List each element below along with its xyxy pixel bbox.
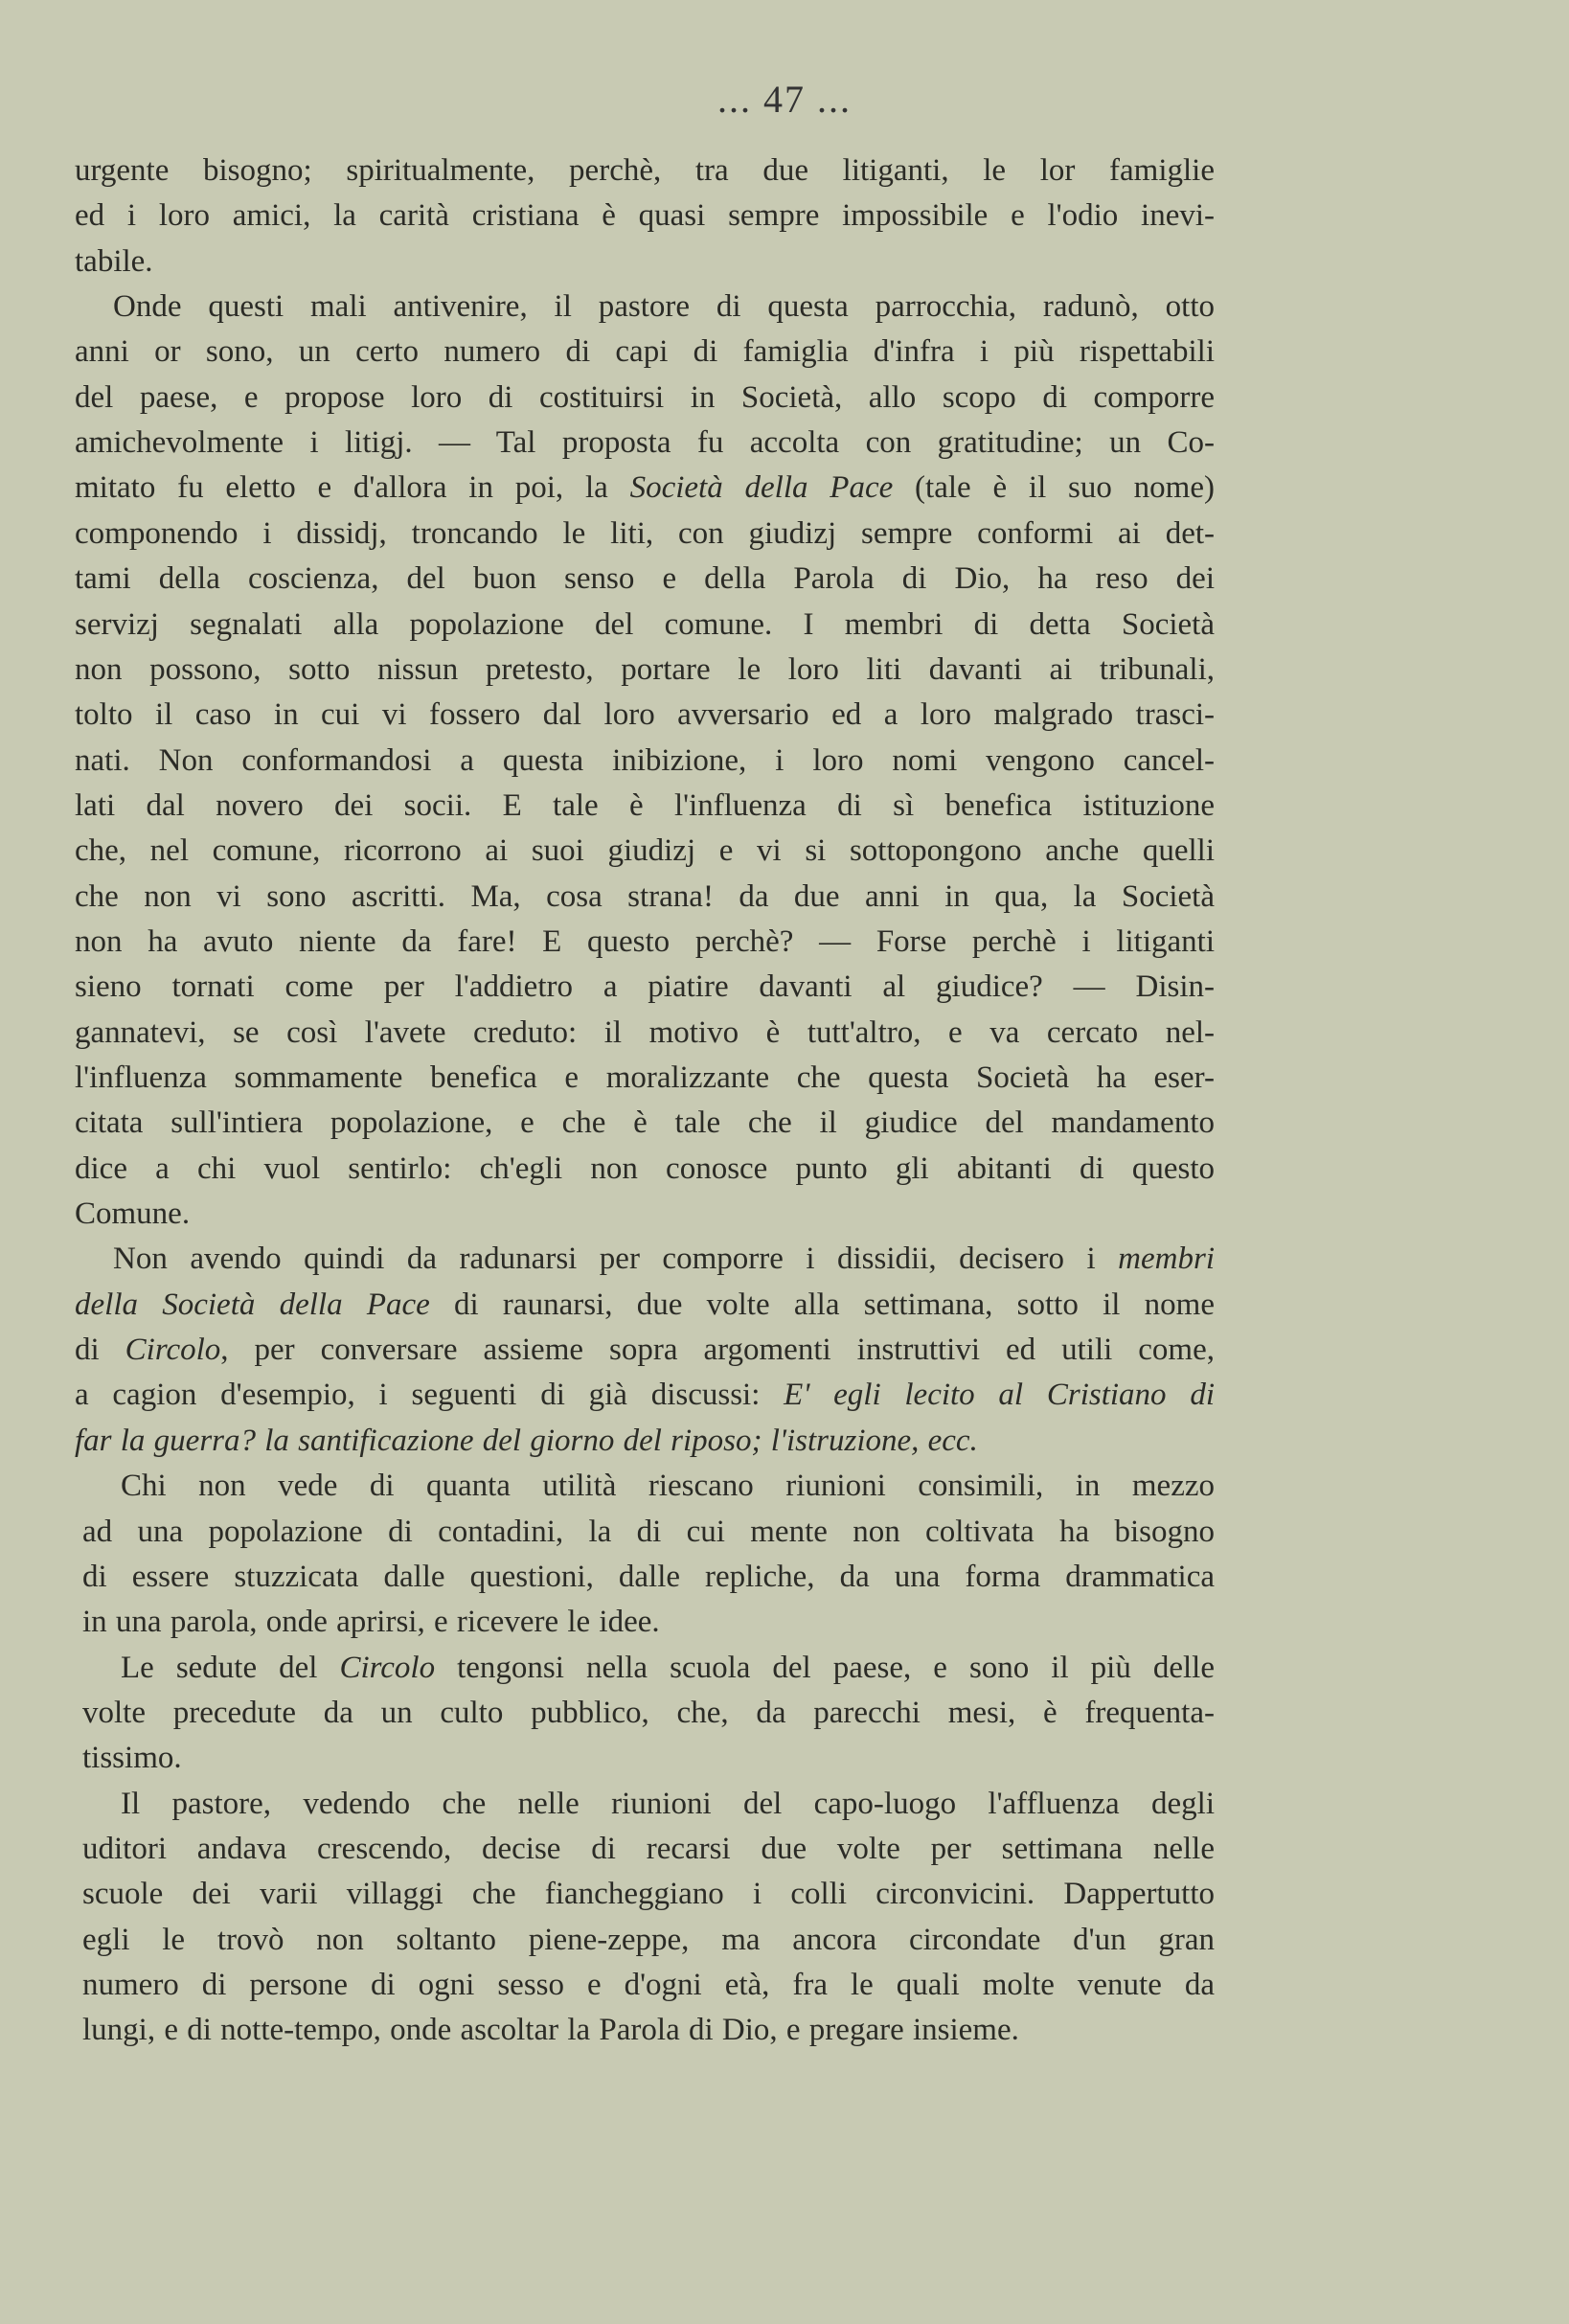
text-segment: uditori andava crescendo, decise di recarsi due volte per settimana nelle	[82, 1831, 1215, 1866]
text-segment: che non vi sono ascritti. Ma, cosa strana! da due anni in qua, la Società	[75, 878, 1215, 914]
text-segment: urgente bisogno; spiritualmente, perchè, tra due litiganti, le lor famiglie	[75, 153, 1215, 188]
text-line	[82, 1511, 1215, 1553]
text-segment: dice a chi vuol sentirlo: ch'egli non conosce punto gli abitanti di questo	[75, 1151, 1215, 1186]
text-line	[75, 1374, 1215, 1416]
italic-text: membri	[1118, 1242, 1215, 1277]
text-line	[75, 376, 1215, 419]
text-segment: tabile.	[75, 243, 153, 279]
text-line	[82, 1556, 1215, 1598]
text-segment: l'influenza sommamente benefica e moralizzante che questa Società ha eser-	[75, 1060, 1215, 1095]
text-line	[82, 2009, 1215, 2051]
italic-text: Circolo	[339, 1650, 436, 1685]
text-line	[75, 330, 1215, 373]
text-line	[75, 966, 1215, 1008]
text-line	[75, 467, 1215, 509]
text-segment: non possono, sotto nissun pretesto, portare le loro liti davanti ai tribunali,	[75, 651, 1215, 687]
text-line	[82, 1601, 1215, 1643]
text-segment: Onde questi mali antivenire, il pastore di questa parrocchia, radunò, otto	[113, 289, 1215, 325]
text-line	[75, 921, 1215, 963]
text-line	[75, 558, 1215, 600]
text-segment: nati. Non conformandosi a questa inibizione, i loro nomi vengono cancel-	[75, 742, 1215, 778]
text-line	[82, 1873, 1215, 1915]
text-segment: tissimo.	[82, 1741, 182, 1776]
text-segment: Chi non vede di quanta utilità riescano riunioni consimili, in mezzo	[121, 1469, 1215, 1504]
text-line	[75, 149, 1215, 192]
text-line	[82, 1964, 1215, 2006]
text-line	[75, 240, 1215, 283]
text-segment: in una parola, onde aprirsi, e ricevere le idee.	[82, 1605, 660, 1640]
italic-text: Circolo	[125, 1333, 221, 1368]
text-segment: gannatevi, se così l'avete creduto: il motivo è tutt'altro, e va cercato nel-	[75, 1014, 1215, 1050]
text-line	[75, 649, 1215, 691]
text-segment: Non avendo quindi da radunarsi per comporre i dissidii, decisero i	[113, 1242, 1119, 1277]
text-segment: a cagion d'esempio, i seguenti di già discussi:	[75, 1378, 784, 1413]
text-segment: lati dal novero dei socii. E tale è l'influenza di sì benefica istituzione	[75, 787, 1215, 823]
text-line	[75, 604, 1215, 646]
text-line	[75, 1193, 1215, 1235]
text-segment: non ha avuto niente da fare! E questo perchè? — Forse perchè i litiganti	[75, 923, 1215, 959]
text-segment: del paese, e propose loro di costituirsi in Società, allo scopo di comporre	[75, 379, 1215, 415]
text-segment: di raunarsi, due volte alla settimana, sotto il nome	[429, 1287, 1215, 1322]
text-line	[75, 1284, 1215, 1326]
text-segment: ed i loro amici, la carità cristiana è quasi sempre impossibile e l'odio inevi-	[75, 198, 1215, 234]
text-segment: che, nel comune, ricorrono ai suoi giudizj e vi si sottopongono anche quelli	[75, 833, 1215, 869]
text-line	[75, 285, 1215, 328]
page-number: ... 47 ...	[717, 78, 852, 121]
text-line	[82, 1465, 1215, 1507]
text-segment: componendo i dissidj, troncando le liti, con giudizj sempre conformi ai det-	[75, 515, 1215, 551]
text-segment: di essere stuzzicata dalle questioni, dalle repliche, da una forma drammatica	[82, 1559, 1215, 1594]
text-segment: scuole dei varii villaggi che fiancheggiano i colli circonvicini. Dappertutto	[82, 1877, 1215, 1912]
text-segment: Le sedute del	[121, 1650, 340, 1685]
text-segment: di	[75, 1333, 125, 1368]
text-segment: Comune.	[75, 1196, 191, 1232]
text-segment: tengonsi nella scuola del paese, e sono il più delle	[435, 1650, 1215, 1685]
text-segment: lungi, e di notte-tempo, onde ascoltar la Parola di Dio, e pregare insieme.	[82, 2013, 1019, 2048]
text-segment: anni or sono, un certo numero di capi di famiglia d'infra i più rispettabili	[75, 334, 1215, 370]
italic-text: far la guerra? la santificazione del giorno del riposo; l'istruzione, ecc.	[75, 1423, 978, 1458]
text-segment: tami della coscienza, del buon senso e della Parola di Dio, ha reso dei	[75, 561, 1215, 597]
italic-text: Società della Pace	[629, 470, 894, 506]
text-segment: Il pastore, vedendo che nelle riunioni del capo-luogo l'affluenza degli	[121, 1786, 1215, 1821]
text-line	[75, 422, 1215, 464]
italic-text: E' egli lecito al Cristiano di	[784, 1378, 1215, 1413]
text-line	[82, 1647, 1215, 1689]
text-segment: sieno tornati come per l'addietro a piatire davanti al giudice? — Disin-	[75, 969, 1215, 1005]
text-line	[82, 1692, 1215, 1734]
text-segment: citata sull'intiera popolazione, e che è tale che il giudice del mandamento	[75, 1105, 1215, 1141]
italic-text: della Società della Pace	[75, 1287, 430, 1322]
text-line	[75, 194, 1215, 237]
text-segment: egli le trovò non soltanto piene-zeppe, ma ancora circondate d'un gran	[82, 1922, 1215, 1957]
text-segment: volte precedute da un culto pubblico, che, da parecchi mesi, è frequenta-	[82, 1695, 1215, 1730]
text-line	[75, 694, 1215, 736]
text-line	[75, 785, 1215, 827]
text-line	[82, 1828, 1215, 1870]
text-line	[75, 830, 1215, 872]
text-line	[75, 1420, 1215, 1462]
text-line	[75, 513, 1215, 555]
text-line	[82, 1919, 1215, 1961]
text-segment: (tale è il suo nome)	[893, 470, 1215, 506]
text-line	[75, 740, 1215, 782]
text-segment: ad una popolazione di contadini, la di cui mente non coltivata ha bisogno	[82, 1514, 1215, 1549]
text-line	[82, 1737, 1215, 1779]
text-line	[75, 1329, 1215, 1371]
text-line	[75, 1012, 1215, 1054]
text-line	[82, 1783, 1215, 1825]
text-line	[75, 1148, 1215, 1190]
text-line	[75, 1238, 1215, 1280]
text-segment: servizj segnalati alla popolazione del comune. I membri di detta Società	[75, 606, 1215, 642]
text-segment: tolto il caso in cui vi fossero dal loro avversario ed a loro malgrado trasci-	[75, 697, 1215, 733]
text-segment: numero di persone di ogni sesso e d'ogni età, fra le quali molte venute da	[82, 1968, 1215, 2002]
text-line	[75, 1057, 1215, 1099]
text-line	[75, 1102, 1215, 1144]
text-segment: , per conversare assieme sopra argomenti instruttivi ed utili come,	[220, 1333, 1216, 1368]
text-line	[75, 876, 1215, 918]
text-segment: amichevolmente i litigj. — Tal proposta fu accolta con gratitudine; un Co-	[75, 425, 1215, 461]
text-segment: mitato fu eletto e d'allora in poi, la	[75, 470, 630, 506]
